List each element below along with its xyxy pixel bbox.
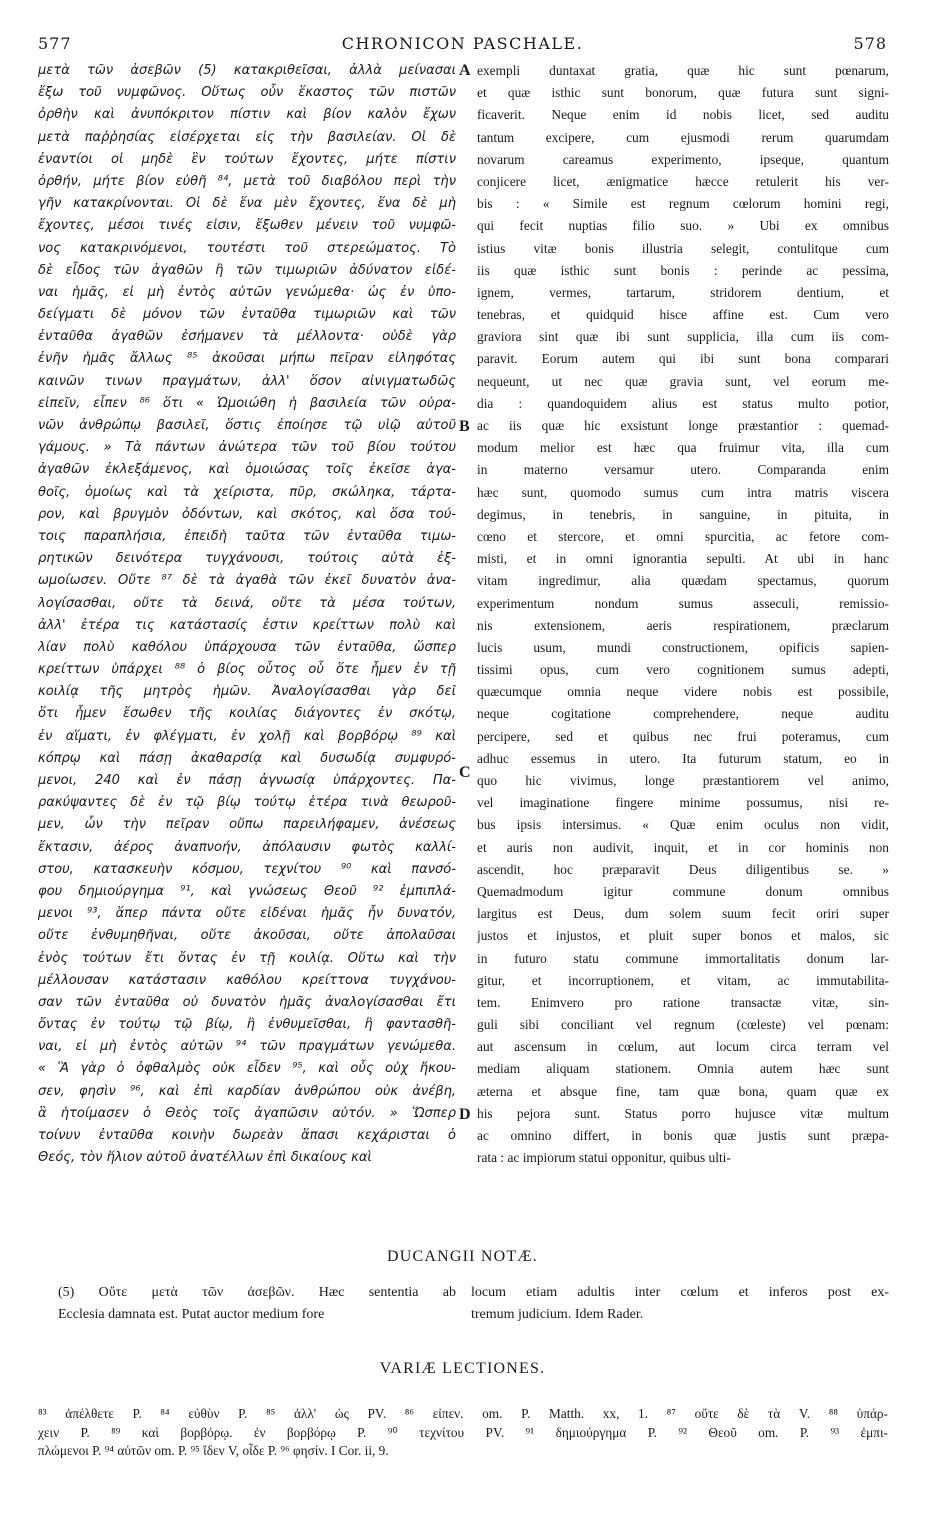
greek-text-line: ἔξω τοῦ νυμφῶνος. Οὕτως οὖν ἕκαστος τῶν πιστῶν [38,85,456,101]
latin-text-line: quo hic vivimus, longe præstantiorem vel animo, [477,773,889,788]
greek-text-line: γάμους. » Τὰ πάντων ἀνώτερα τῶν τοῦ βίου τούτου [38,440,456,456]
latin-text-line: neque cogitatione comprehendere, neque auditu [477,706,889,722]
latin-text-line: quæcumque omnia neque videre nobis est possibile, [477,684,889,700]
note-left [58,1283,456,1327]
greek-text-line: γῆν κατακρίνονται. Οἱ δὲ ἕνα μὲν ἔχοντες, ἕνα δὲ μὴ [38,196,456,212]
greek-text-line: δὲ εἶδος τῶν ἀγαθῶν ἢ τῶν τιμωριῶν ἀδύνατον εἰδέ- [38,262,456,278]
latin-text-line: novarum careamus experimento, ipseque, quantum [477,151,889,167]
latin-text-line: vitam ingredimur, alia quædam spectamus, quorum [477,573,889,589]
greek-text-line: ωμοίωσεν. Οὔτε ⁸⁷ δὲ τὰ ἀγαθὰ τῶν ἐκεῖ δυνατὸν ἀνα- [38,573,456,589]
running-title: CHRONICON PASCHALE. [341,34,584,53]
greek-text-line: Θεός, τὸν ἥλιον αὐτοῦ ἀνατέλλων ἐπὶ δικαίους καὶ [38,1150,372,1166]
latin-text-line: qui fecit nuptias filio suo. » Ubi ex omnibus [477,218,889,234]
greek-text-line: « Ἃ γὰρ ὁ ὀφθαλμὸς οὐκ εἶδεν ⁹⁵, καὶ οὖς οὐχ ἤκου- [38,1061,456,1077]
latin-text-line: mediam aliquam stationem. Omnia autem hæc sunt [477,1061,889,1077]
greek-text-line: ρακύψαντες δὲ ἐν τῷ βίῳ τούτῳ ἑτέρα τινὰ θεωροῦ- [38,795,456,811]
greek-text-line: ὀρθήν, μήτε βίον εὐθῆ ⁸⁴, μετὰ τοῦ διαβόλου περὶ τὴν [38,173,456,189]
latin-text-line: ignem, vermes, tartarum, stridorem dentium, et [477,284,889,300]
latin-text-line: iis quæ isthic sunt bonis : perinde ac pessima, [477,262,889,278]
greek-text-line: ὄντας ἐν τούτῳ τῷ βίῳ, ἢ ἐνθυμεῖσθαι, ἢ φαντασθῆ- [38,1017,456,1033]
latin-text-line: misti, et in omni ignorantia sepulti. At ubi in hanc [477,551,889,567]
latin-text-line: experimentum nondum sumus asseculi, remissio- [477,595,889,611]
greek-text-line: λίαν πολὺ καθόλου ὑπάρχουσα τῶν ἐνταῦθα, ὥσπερ [38,639,456,655]
latin-text-line: in futuro statu commune immortalitatis donum lar- [477,950,889,966]
greek-text-line: σεν, φησὶν ⁹⁶, καὶ ἐπὶ καρδίαν ἀνθρώπου οὐκ ἀνέβη, [38,1083,456,1099]
latin-text-line: dia : quandoquidem alius est status multo potior, [477,395,889,411]
greek-text-line: κόπρῳ καὶ πάσῃ ἀκαθαρσίᾳ καὶ δυσωδίᾳ συμφυρό- [38,750,456,766]
greek-text-line: ἃ ἡτοίμασεν ὁ Θεὸς τοῖς ἀγαπῶσιν αὐτόν. » Ὥσπερ [38,1105,456,1121]
latin-text-line: cœno et stercore, et omni spurcitia, ac fetore com- [477,528,889,544]
greek-text-line: δείγματι δὲ μόνον τῶν ἐνταῦθα τιμωριῶν καὶ τῶν [38,307,456,323]
greek-text-line: μενοι, 240 καὶ ἐν πάσῃ ἀγνωσίᾳ ὑπάρχοντες. Πα- [38,773,456,788]
variant-line: ⁸³ ἀπέλθετε P. ⁸⁴ εὐθὺν P. ⁸⁵ ἀλλ' ὡς PV. ⁸⁶ εἰπεν. om. P. Matth. xx, 1. ⁸⁷ οὔτε δὲ τὰ V. ⁸⁸ ὑπάρ- [38,1406,888,1421]
latin-text-line: et auris non audivit, inquit, et in cor hominis non [477,839,889,855]
latin-text-line: et quæ isthic sunt bonorum, quæ futura sunt signi- [477,85,889,101]
greek-text-line: τοις παραπλήσια, ἐπειδὴ ταῦτα τῶν ἐνταῦθα τιμω- [38,528,456,544]
greek-text-line: μενοι ⁹³, ἅπερ πάντα οὔτε εἰδέναι ἡμᾶς ἦν δυνατόν, [38,906,456,922]
greek-text-line: μεν, ὧν τὴν πεῖραν οὔπω παρειλήφαμεν, ἀνέσεως [38,817,456,833]
latin-text-line: justos et injustos, et pluit super bonos et malos, sic [477,928,889,944]
latin-text-line: lucis usum, mundi constructionem, opificis sapien- [477,639,889,655]
greek-text-line: μέλλουσαν κατάστασιν καθόλου κρείττονα τυγχάνου- [38,972,456,988]
note-right [471,1283,889,1327]
greek-text-line: τοίνυν ἐνταῦθα κοινὴν δωρεὰν ἅπασι κεχάρισται ὁ [38,1128,456,1143]
greek-text-column [38,60,456,1169]
latin-text-line: istius vitæ bonis illustria selegit, contulitque cum [477,240,889,256]
latin-text-line: ficaverit. Neque enim id nobis licet, sed auditu [477,107,889,123]
latin-text-line: nis extensionem, aeris respirationem, præclarum [477,617,889,633]
greek-text-line: ἐναντίοι οἱ μηδὲ ἓν τούτων ἔχοντες, μήτε πίστιν [38,151,456,167]
greek-text-line: σαν τῶν ἐνταῦθα οὐ δυνατὸν ἡμᾶς ἀναλογίσασθαι ἔτι [38,994,456,1010]
latin-text-line: gitur, et incorruptionem, et vitam, ac immutabilita- [477,972,889,988]
greek-text-line: κρείττων ὑπάρχει ⁸⁸ ὁ βίος οὗτος οὗ ὅτε ἦμεν ἐν τῇ [38,662,456,678]
note-right-line: tremum judicium. Idem Rader. [471,1307,644,1323]
greek-text-line: ἀλλ' ἑτέρα τις κατάστασίς ἐστιν κρείττων πολὺ καὶ [38,617,456,633]
variant-line: πλώμενοι P. ⁹⁴ αὐτῶν om. P. ⁹⁵ ἴδεν V, οἶδε P. ⁹⁶ φησίν. I Cor. ii, 9. [38,1443,389,1458]
latin-text-line: degimus, in tenebris, in sanguine, in pituita, in [477,506,889,522]
latin-text-line: Quemadmodum igitur commune donum omnibus [477,883,889,899]
greek-text-line: μετὰ τῶν ἀσεβῶν (5) κατακριθεῖσαι, ἀλλὰ μείνασαι [38,63,456,78]
right-page-number: 578 [853,34,887,53]
latin-text-line: his pejora sunt. Status porro hujusce vitæ multum [477,1105,889,1121]
greek-text-line: ρητικῶν δεινότερα τυγχάνουσι, τούτοις αὐτὰ ἐξ- [38,551,456,567]
greek-text-line: ἐν αἵματι, ἐν φλέγματι, ἐν χολῇ καὶ βορβόρῳ ⁸⁹ καὶ [38,728,456,744]
latin-text-line: conjicere licet, ænigmatice hæcce retulerit his ver- [477,173,889,189]
greek-text-line: ναι, εἰ μὴ ἐντὸς αὐτῶν ⁹⁴ τῶν πραγμάτων γενώμεθα. [38,1039,456,1055]
variant-line: χειν P. ⁸⁹ καὶ βορβόρῳ. ἐν βορβόρῳ P. ⁹⁰ τεχνίτου PV. ⁹¹ δημιούργημα P. ⁹² Θεοῦ om. P. ⁹³ ἐμπι- [38,1424,888,1440]
latin-text-line: hæc sunt, quomodo sumus cum intra matris viscera [477,484,889,500]
greek-text-line: ὅτι ἦμεν ἔσωθεν τῆς κοιλίας διάγοντες ἐν σκότῳ, [38,706,456,722]
latin-text-line: tantum excipere, cum ejusmodi rerum quarumdam [477,129,889,145]
greek-text-line: λογίσασθαι, οὔτε τὰ δεινά, οὔτε τὰ μέσα τούτων, [38,595,456,611]
notes-heading: DUCANGII NOTÆ. [386,1248,538,1265]
latin-text-line: rata : ac impiorum statui opponitur, quibus ulti- [477,1150,731,1166]
greek-text-line: εἰπεῖν, εἶπεν ⁸⁶ ὅτι « Ὡμοιώθη ἡ βασιλεία τῶν οὐρα- [38,395,456,411]
greek-text-line: ναι ἡμᾶς, εἰ μὴ ἐντὸς αὐτῶν γενώμεθα· ὡς ἐν ὑπο- [38,284,456,300]
section-marker-c: C [459,764,471,781]
latin-text-line: ac iis quæ hic exsistunt longe præstantior : quemad- [477,418,889,433]
section-marker-d: D [459,1106,471,1123]
latin-text-line: percipere, sed et quibus nec frui poteramus, cum [477,728,889,744]
latin-text-line: vel imaginatione fingere minime possumus, nisi re- [477,795,889,811]
variant-readings-heading: VARIÆ LECTIONES. [379,1360,546,1377]
latin-text-line: tissimi opus, cum vero cognitionem sumus adepti, [477,662,889,678]
greek-text-line: ἔχοντες, μέσοι τινές εἰσιν, ἔξωθεν μένειν τοῦ νυμφῶ- [38,218,456,234]
latin-text-line: nequeunt, ut nec quæ gravia sunt, vel eorum me- [477,373,889,389]
section-marker-b: B [459,418,470,435]
latin-text-line: adhuc essemus in utero. Ita futurum statum, eo in [477,750,889,766]
latin-text-line: tem. Enimvero pro ratione transactæ vitæ, sin- [477,994,889,1010]
latin-text-line: paravit. Eorum autem qui ibi sunt bona comparari [477,351,889,367]
greek-text-line: ὀρθὴν καὶ ἀνυπόκριτον πίστιν καὶ βίον καλὸν ἔχων [38,107,456,123]
greek-text-line: στου, κατασκευὴν κόσμου, τεχνίτου ⁹⁰ καὶ πανσό- [38,861,456,877]
greek-text-line: θοῖς, ὁμοίως καὶ τὰ χείριστα, πῦρ, σκώληκα, τάρτα- [38,484,456,500]
greek-text-line: οὔτε ἐνθυμηθῆναι, οὔτε ἀκοῦσαι, οὔτε ἀπολαῦσαι [38,928,456,944]
variant-readings [38,1405,888,1461]
greek-text-line: ἑνὸς τούτων ἔτι ὄντας ἐν τῇ κοιλίᾳ. Οὕτω καὶ τὴν [38,950,456,966]
latin-text-line: ascendit, hoc præparavit Deus diligentibus se. » [477,861,889,877]
greek-text-line: νῶν ἀνθρώπῳ βασιλεῖ, ὅστις ἐποίησε τῷ υἱῷ αὐτοῦ [38,418,456,433]
note-left-line: Ecclesia damnata est. Putat auctor medium fore [58,1307,325,1323]
latin-text-line: ac omnino differt, in bonis quæ justis sunt præpa- [477,1128,889,1143]
greek-text-line: ἀγαθῶν ἐκλεξάμενος, καὶ ὁμοιώσας τοῖς ἐκεῖσε ἀγα- [38,462,456,478]
greek-text-line: ρον, καὶ βρυγμὸν ὀδόντων, καὶ σκότος, καὶ ὅσα τού- [38,506,456,522]
greek-text-line: ἔκτασιν, ἀέρος ἀναπνοήν, ἀπόλαυσιν φωτὸς καλλί- [38,839,456,855]
latin-text-line: tenebras, et quidquid hisce affine est. Cum vero [477,307,889,323]
greek-text-line: μετὰ παῤῥησίας εἰσέρχεται εἰς τὴν βασιλείαν. Οἱ δὲ [38,129,456,145]
latin-text-column [477,60,889,1169]
latin-text-line: aut ascensum in cœlum, aut locum circa terram vel [477,1039,889,1055]
note-right-line: locum etiam adultis inter cœlum et inferos post ex- [471,1285,889,1300]
greek-text-line: ἐνῆν ἡμᾶς ἄλλως ⁸⁵ ἀκοῦσαι μήπω πεῖραν εἰληφότας [38,351,456,367]
greek-text-line: φου δημιούργημα ⁹¹, καὶ γνώσεως Θεοῦ ⁹² ἐμπιπλά- [38,883,456,899]
latin-text-line: exempli duntaxat gratia, quæ hic sunt pœnarum, [477,63,889,78]
latin-text-line: graviora sint quæ ibi sunt supplicia, illa cum iis com- [477,329,889,345]
left-page-number: 577 [38,34,72,53]
greek-text-line: κοιλίᾳ τῆς μητρὸς ἡμῶν. Ἀναλογίσασθαι γὰρ δεῖ [38,684,456,700]
latin-text-line: largitus est Deus, dum solem suum fecit oriri super [477,906,889,922]
latin-text-line: guli sibi conciliant vel regnum (cœleste) vel pœnam: [477,1017,889,1033]
greek-text-line: καινῶν τινων πραγμάτων, ἀλλ' ὅσον αἰνιγματωδῶς [38,373,456,389]
latin-text-line: bis : « Simile est regnum cœlorum homini regi, [477,196,889,212]
latin-text-line: in materno versamur utero. Comparanda enim [477,462,889,478]
greek-text-line: νος κατακρινόμενοι, τουτέστι τοῦ στερεώματος. Τὸ [38,240,456,256]
latin-text-line: æterna et absque fine, tam quæ bona, quam quæ ex [477,1083,889,1099]
section-marker-a: A [459,62,471,79]
note-left-line: (5) Οὔτε μετὰ τῶν ἀσεβῶν. Hæc sententia ab [58,1285,456,1300]
latin-text-line: modum melior est hæc qua fruimur vita, illa cum [477,440,889,456]
latin-text-line: bus ipsis intersimus. « Quæ enim oculus non vidit, [477,817,889,833]
greek-text-line: ἐνταῦθα ἀγαθῶν ἐσήμανεν τὰ μέλλοντα· οὐδὲ γὰρ [38,329,456,345]
